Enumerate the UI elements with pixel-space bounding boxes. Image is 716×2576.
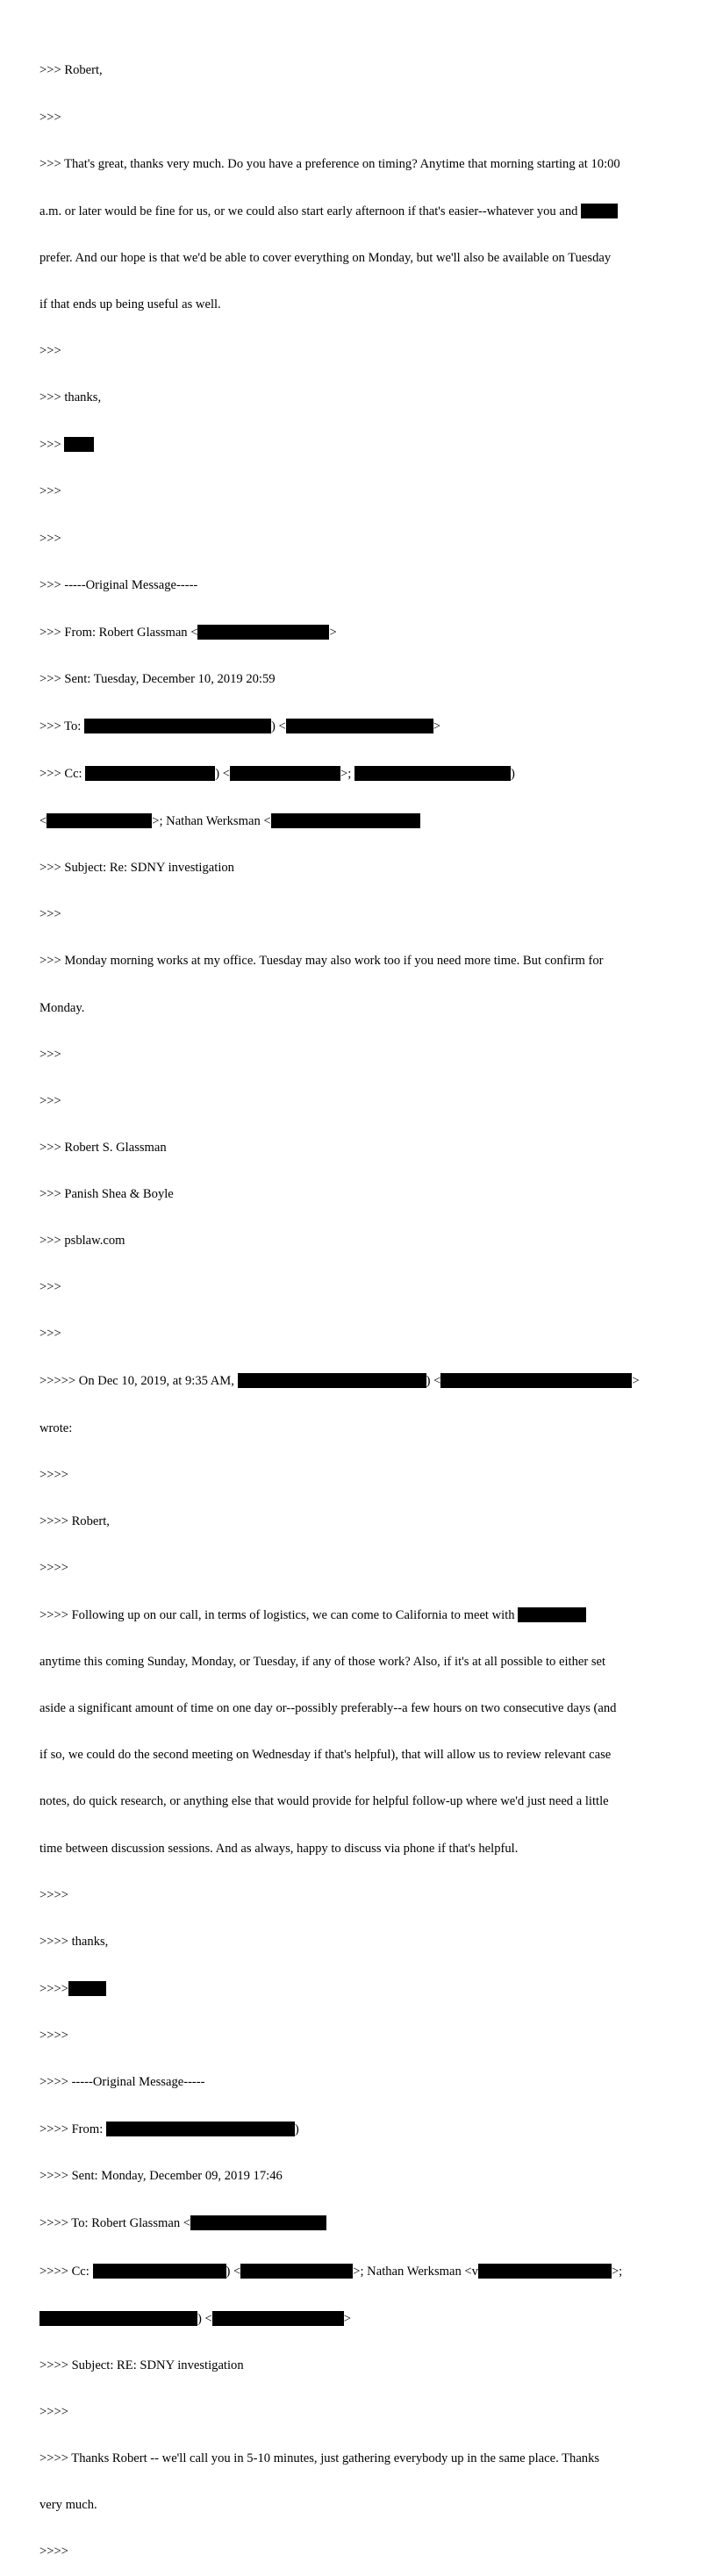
redaction-box bbox=[440, 1373, 632, 1388]
line-text: >; bbox=[611, 2264, 623, 2279]
redaction-box bbox=[518, 1607, 586, 1622]
line-text: >>>> Following up on our call, in terms of logistics, we can come to California to meet with bbox=[39, 1608, 515, 1623]
text-line: >>>> bbox=[39, 1560, 68, 1575]
text-line bbox=[39, 437, 680, 454]
text-line: >>> Panish Shea & Boyle bbox=[39, 1187, 174, 1202]
text-line: >>>> -----Original Message----- bbox=[39, 2075, 205, 2090]
redaction-box bbox=[478, 2264, 612, 2279]
text-line: notes, do quick research, or anything else that would provide for helpful follow-up where we'd just need a little bbox=[39, 1794, 609, 1809]
line-text: ) < bbox=[215, 767, 231, 782]
text-line bbox=[39, 813, 680, 830]
redaction-box bbox=[212, 2311, 344, 2326]
line-text: >>> From: Robert Glassman < bbox=[39, 625, 198, 640]
text-line: >>>> Thanks Robert -- we'll call you in 5-10 minutes, just gathering everybody up in the same place. Thanks bbox=[39, 2451, 600, 2465]
text-line bbox=[39, 204, 680, 220]
text-line: if so, we could do the second meeting on Wednesday if that's helpful), that will allow us to review relevant case bbox=[39, 1748, 612, 1763]
text-line: >>> That's great, thanks very much. Do you have a preference on timing? Anytime that morning starting at 10:00 bbox=[39, 156, 620, 171]
text-line: >>> Sent: Tuesday, December 10, 2019 20:59 bbox=[39, 671, 276, 686]
text-line bbox=[39, 2311, 680, 2328]
text-line: >>>> bbox=[39, 2029, 68, 2043]
text-line: prefer. And our hope is that we'd be able to cover everything on Monday, but we'll also be available on Tuesday bbox=[39, 250, 612, 265]
redaction-box bbox=[238, 1373, 426, 1388]
text-line: >>> -----Original Message----- bbox=[39, 577, 198, 592]
line-text: > bbox=[433, 719, 440, 733]
text-line bbox=[39, 1373, 680, 1390]
redaction-box bbox=[286, 719, 433, 733]
line-text: >>>>> On Dec 10, 2019, at 9:35 AM, bbox=[39, 1374, 234, 1389]
line-text: > bbox=[329, 625, 337, 640]
text-line bbox=[39, 719, 680, 735]
text-line: >>>> Subject: RE: SDNY investigation bbox=[39, 2358, 244, 2372]
line-text: ) < bbox=[426, 1374, 441, 1389]
text-line: >>> bbox=[39, 484, 61, 499]
redaction-box bbox=[84, 719, 271, 733]
line-text: >>> To: bbox=[39, 719, 82, 733]
redaction-box bbox=[354, 766, 511, 781]
redaction-box bbox=[106, 2122, 295, 2136]
text-line: >>> bbox=[39, 1280, 61, 1295]
line-text: >; Nathan Werksman < bbox=[152, 814, 271, 829]
text-line: >>> Monday morning works at my office. Tuesday may also work too if you need more time. But confirm for bbox=[39, 954, 604, 969]
redaction-box bbox=[47, 813, 152, 828]
text-line: >>>> bbox=[39, 1467, 68, 1482]
redaction-box bbox=[39, 2311, 197, 2326]
text-line: >>> bbox=[39, 1093, 61, 1108]
redaction-box bbox=[271, 813, 420, 828]
text-line: >>>> bbox=[39, 1887, 68, 1902]
line-text: a.m. or later would be fine for us, or we could also start early afternoon if that's easier--whatever you and bbox=[39, 204, 578, 218]
text-line: >>> bbox=[39, 1327, 61, 1342]
redaction-box bbox=[68, 1981, 106, 1996]
text-line: aside a significant amount of time on one day or--possibly preferably--a few hours on two consecutive days (and bbox=[39, 1701, 617, 1716]
line-text: >>> Cc: bbox=[39, 767, 82, 782]
line-text: >>>> bbox=[39, 1981, 68, 1996]
text-line bbox=[39, 2215, 680, 2232]
text-line: >>> thanks, bbox=[39, 390, 102, 405]
text-line: Monday. bbox=[39, 1000, 85, 1015]
text-line bbox=[39, 766, 680, 783]
text-line: >>> bbox=[39, 110, 61, 125]
text-line: >>> bbox=[39, 907, 61, 922]
text-line bbox=[39, 1607, 680, 1624]
redaction-box bbox=[93, 2264, 226, 2279]
line-text: > bbox=[632, 1374, 640, 1389]
line-text: >>>> Cc: bbox=[39, 2264, 90, 2279]
line-text: ) < bbox=[270, 719, 286, 733]
redaction-box bbox=[190, 2215, 326, 2230]
text-line: if that ends up being useful as well. bbox=[39, 297, 221, 311]
text-line: >>>> Robert, bbox=[39, 1513, 110, 1528]
text-line: >>>> Sent: Monday, December 09, 2019 17:46 bbox=[39, 2169, 283, 2184]
text-line bbox=[39, 2122, 680, 2138]
text-line: >>> psblaw.com bbox=[39, 1234, 125, 1249]
text-line bbox=[39, 625, 680, 641]
line-text: ) < bbox=[226, 2264, 241, 2279]
text-line: very much. bbox=[39, 2498, 97, 2513]
text-line: anytime this coming Sunday, Monday, or Tuesday, if any of those work? Also, if it's at all possible to either set bbox=[39, 1655, 606, 1670]
redaction-box bbox=[581, 204, 618, 218]
line-text: ) bbox=[294, 2122, 299, 2137]
text-line: >>> Robert S. Glassman bbox=[39, 1140, 167, 1155]
line-text: ) bbox=[510, 767, 515, 782]
text-line: >>> bbox=[39, 1047, 61, 1062]
line-text: >; bbox=[340, 767, 352, 782]
text-line bbox=[39, 1981, 680, 1998]
text-line: >>> bbox=[39, 344, 61, 359]
line-text: >; Nathan Werksman <v bbox=[353, 2264, 478, 2279]
email-thread-document bbox=[39, 32, 680, 2576]
text-line: >>> Robert, bbox=[39, 63, 103, 78]
text-line bbox=[39, 2264, 680, 2280]
text-line: >>> bbox=[39, 531, 61, 546]
redaction-box bbox=[64, 437, 94, 452]
text-line: >>>> bbox=[39, 2544, 68, 2559]
redaction-box bbox=[240, 2264, 353, 2279]
line-text: >>>> To: Robert Glassman < bbox=[39, 2216, 191, 2231]
redaction-box bbox=[197, 625, 329, 640]
redaction-box bbox=[85, 766, 215, 781]
line-text: > bbox=[343, 2311, 351, 2326]
line-text: ) < bbox=[197, 2311, 212, 2326]
redaction-box bbox=[230, 766, 340, 781]
text-line: >>>> bbox=[39, 2404, 68, 2419]
line-text: >>>> From: bbox=[39, 2122, 104, 2137]
text-line: wrote: bbox=[39, 1420, 73, 1435]
text-line: >>> Subject: Re: SDNY investigation bbox=[39, 861, 234, 876]
line-text: >>> bbox=[39, 438, 61, 453]
text-line: time between discussion sessions. And as always, happy to discuss via phone if that's helpful. bbox=[39, 1841, 519, 1856]
text-line: >>>> thanks, bbox=[39, 1934, 109, 1949]
line-text: < bbox=[39, 814, 47, 829]
